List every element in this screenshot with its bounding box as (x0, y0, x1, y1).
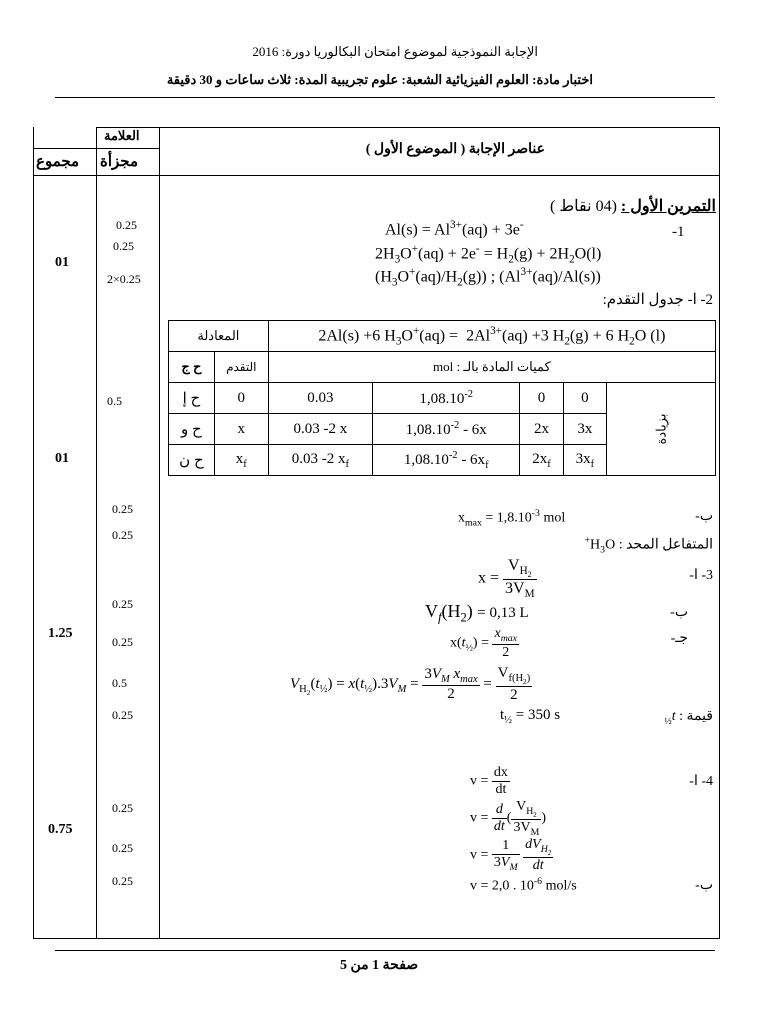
mark-13: 0.25 (112, 874, 133, 888)
mark-9: 0.5 (112, 676, 127, 690)
table-equation: 2Al(s) +6 $H_3O^+(aq) = 2Al^{3+}(aq) +3$ $H_2(g) + 6$ $H_2O$ (l) (268, 321, 715, 352)
header-divider (55, 97, 715, 98)
page-number: صفحة 1 من 5 (340, 958, 419, 973)
grade-divider (96, 148, 160, 149)
mark-1: 0.25 (116, 218, 137, 232)
header-title: الإجابة النموذجية لموضوع امتحان البكالوريا دورة: 2016 (252, 44, 538, 59)
mark-12: 0.25 (112, 841, 133, 855)
partial-header: مجزأة (100, 154, 139, 170)
eq-x-volume: x = $\frac{V_{H_2}}{3V_M}$ (478, 557, 535, 601)
q3c-label: جـ- (670, 631, 688, 646)
xmax-value: $x_{max} = 1,8.10^{-3}$ mol (458, 508, 566, 529)
frame-top (96, 127, 720, 128)
eq-x-half: $x(t_{\frac{1}{2}})$ = $\frac{x_{max}}{2}$ (450, 626, 518, 660)
eq-reduction: $2H_3O^+(aq) + 2e^- = H_2(g) + 2H_2O(l)$ (375, 243, 602, 266)
mark-7: 0.25 (112, 597, 133, 611)
header-bottom (33, 175, 720, 176)
grade-header: العلامة (104, 128, 140, 143)
frame-bottom (33, 938, 720, 939)
table-state-header: ح ج (169, 352, 215, 383)
redox-couples: $(H_3O^+(aq)/H_2(g))$ ; $(Al^{3+}(aq)/Al(s))$ (375, 266, 601, 289)
q3b-label: ب- (670, 605, 688, 620)
excess-label: بزيادة (652, 413, 668, 444)
t-half-value: $t_{\frac{1}{2}} = 350$ s (500, 707, 561, 726)
mark-2: 0.25 (113, 239, 134, 253)
eq-oxidation: $Al(s) = Al^{3+}(aq) + 3e^-$ (385, 219, 524, 239)
eq-vh2-half: $V_{H_2}(t_{\frac{1}{2}}) = x(t_{\frac{1}{2}}).3V_M$ = $\frac{3V_M x_{max}}{2}$ = $\frac{V_{f(H_2)}}{2}$ (290, 665, 531, 704)
q4b-label: ب- (695, 878, 713, 893)
q3a-label: 3- ا- (689, 568, 713, 583)
table-advance-header: التقدم (214, 352, 268, 383)
frame-col2 (159, 127, 160, 938)
eq-v-sub: v = $\frac{d}{dt}$ ( $\frac{V_{H_2}}{3V_M}$ ) (470, 799, 546, 838)
frame-right (719, 127, 720, 938)
advancement-table (168, 320, 716, 476)
mark-8: 0.25 (112, 635, 133, 649)
total-1: 01 (55, 255, 69, 270)
header-subtitle: اختبار مادة: العلوم الفيزيائية الشعبة: علوم تجريبية المدة: ثلاث ساعات و 30 دقيقة (166, 72, 593, 87)
frame-left (33, 127, 34, 938)
t-half-label: قيمة : $t_{\frac{1}{2}}$ (664, 709, 713, 727)
mark-5: 0.25 (112, 502, 133, 516)
answer-header: عناصر الإجابة ( الموضوع الأول ) (365, 142, 545, 157)
eq-v-expanded: v = $\frac{1}{3V_M}$ $\frac{dV_{H_2}}{dt}$ (470, 837, 552, 873)
mark-6: 0.25 (112, 528, 133, 542)
eq-v-def: v = $\frac{dx}{dt}$ (470, 765, 508, 797)
total-header: مجموع (36, 154, 80, 170)
table-row: ح و x 0.03 -2 x $1,08.10^{-2} - 6x$ 2x 3x (169, 414, 716, 445)
mark-3: 2×0.25 (107, 272, 141, 286)
total-top (33, 148, 97, 149)
v-final: v = 2,0 . $10^{-6}$ mol/s (470, 876, 577, 894)
total-2: 01 (55, 451, 69, 466)
mark-11: 0.25 (112, 801, 133, 815)
q4a-label: 4- ا- (689, 774, 713, 789)
limiting-reactant: المتفاعل المحد : $H_3O^+$ (584, 535, 713, 556)
q2b-label: ب- (695, 509, 713, 524)
table-eq-label: المعادلة (169, 321, 269, 352)
q1-label: -1 (672, 224, 685, 240)
mark-10: 0.25 (112, 708, 133, 722)
table-row: ح إ 0 0.03 $1,08.10^{-2}$ 0 0 بزيادة (169, 383, 716, 414)
total-4: 0.75 (48, 822, 73, 837)
frame-col1 (96, 127, 97, 938)
eq-vf: $V_f(H_2) = 0,13$ L (425, 601, 529, 625)
q2-label: 2- ا- جدول التقدم: (602, 292, 713, 308)
total-3: 1.25 (48, 626, 73, 641)
table-row: ح ن $x_f$ 0.03 -2 $x_f$ $1,08.10^{-2} - 6x_f$ $2x_f$ $3x_f$ (169, 445, 716, 476)
exercise-heading: التمرين الأول : (04 نقاط ) (550, 198, 716, 215)
mark-4: 0.5 (107, 394, 122, 408)
footer-divider (55, 950, 715, 951)
table-quantities-header: كميات المادة بالـ : mol (268, 352, 715, 383)
